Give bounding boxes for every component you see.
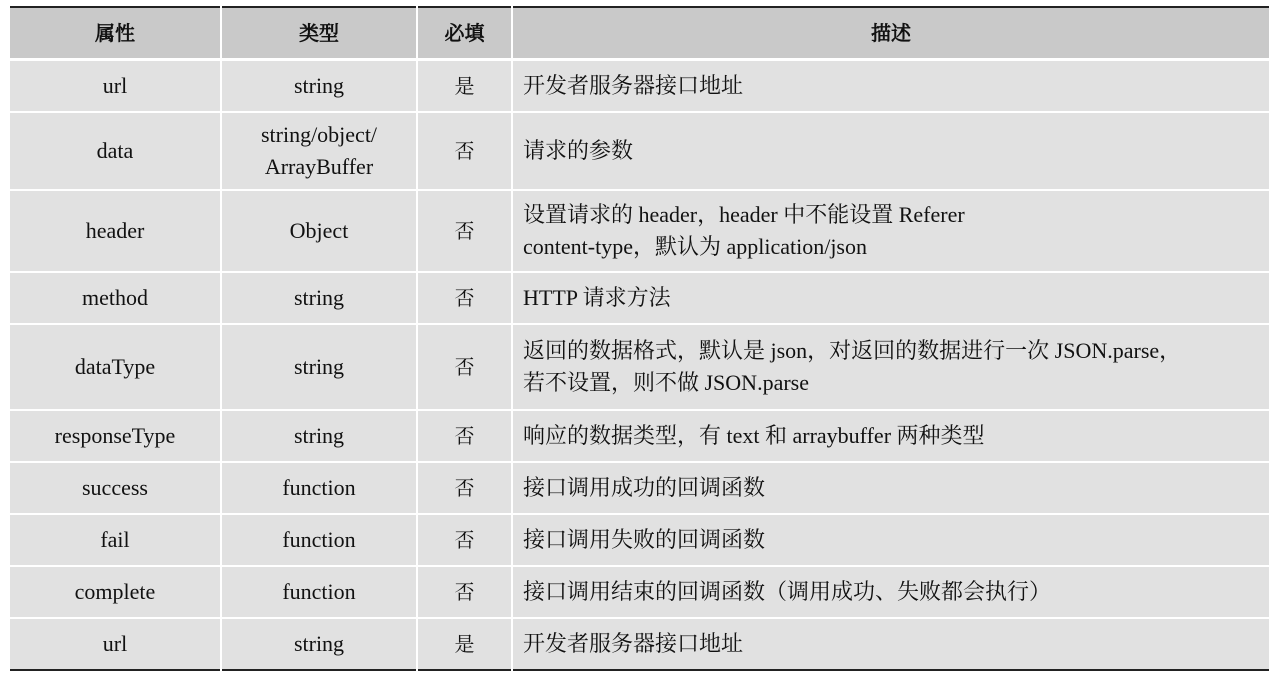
api-parameter-table-container [10,6,1269,671]
cell-type [221,324,417,410]
cell-type-line: Object [289,217,349,243]
cell-required: 是 [417,60,512,112]
cell-attribute: success [10,462,221,514]
cell-description-line: 开发者服务器接口地址 [523,72,744,98]
cell-type [221,462,417,514]
cell-required: 否 [417,410,512,462]
cell-description-line: 接口调用成功的回调函数 [523,474,766,500]
cell-attribute: dataType [10,324,221,410]
cell-required: 否 [417,514,512,566]
cell-attribute: url [10,60,221,112]
cell-type [221,410,417,462]
table-header-row [10,7,1269,60]
cell-required: 否 [417,190,512,272]
cell-description-line: 请求的参数 [523,137,634,163]
cell-attribute: data [10,112,221,190]
cell-description-line: 接口调用结束的回调函数（调用成功、失败都会执行） [523,578,1052,604]
cell-type [221,514,417,566]
cell-description [512,566,1269,618]
cell-description-line: 若不设置，则不做 JSON.parse [523,369,809,395]
cell-type-line: function [282,474,356,500]
cell-type-line: string [293,422,345,448]
cell-required: 否 [417,112,512,190]
cell-description [512,462,1269,514]
cell-attribute: fail [10,514,221,566]
api-parameter-table [10,6,1269,671]
cell-description-line: 开发者服务器接口地址 [523,630,744,656]
table-row [10,112,1269,190]
cell-required: 否 [417,324,512,410]
table-row [10,324,1269,410]
cell-description [512,324,1269,410]
cell-description-line: 返回的数据格式，默认是 json，对返回的数据进行一次 JSON.parse， [523,337,1182,363]
cell-required: 否 [417,462,512,514]
table-row [10,462,1269,514]
cell-attribute: method [10,272,221,324]
header-description: 描述 [512,7,1269,60]
table-row [10,514,1269,566]
cell-attribute: responseType [10,410,221,462]
cell-attribute: header [10,190,221,272]
table-row [10,190,1269,272]
cell-type [221,618,417,670]
header-attribute: 属性 [10,7,221,60]
cell-required: 否 [417,566,512,618]
cell-type [221,112,417,190]
cell-required: 是 [417,618,512,670]
cell-description [512,60,1269,112]
cell-type-line: string [293,72,345,98]
header-required: 必填 [417,7,512,60]
table-row [10,60,1269,112]
cell-type [221,566,417,618]
table-row [10,618,1269,670]
cell-attribute: complete [10,566,221,618]
cell-description [512,410,1269,462]
cell-required: 否 [417,272,512,324]
cell-type-line: string [293,284,345,310]
cell-description-line: HTTP 请求方法 [523,284,671,310]
cell-type-line: string/object/ [260,121,378,147]
table-row [10,410,1269,462]
cell-description [512,112,1269,190]
cell-type-line: function [282,578,356,604]
cell-description-line: 接口调用失败的回调函数 [523,526,766,552]
cell-description [512,514,1269,566]
table-body [10,60,1269,670]
cell-type-line: string [293,630,345,656]
cell-description [512,190,1269,272]
cell-type [221,190,417,272]
cell-type-line: string [293,353,345,379]
header-type: 类型 [221,7,417,60]
cell-type-line: ArrayBuffer [264,153,374,179]
cell-description [512,618,1269,670]
cell-description-line: 设置请求的 header，header 中不能设置 Referer [523,201,965,227]
cell-description [512,272,1269,324]
cell-attribute: url [10,618,221,670]
cell-description-line: 响应的数据类型，有 text 和 arraybuffer 两种类型 [523,422,985,448]
cell-type [221,60,417,112]
cell-type [221,272,417,324]
table-row [10,272,1269,324]
table-row [10,566,1269,618]
cell-type-line: function [282,526,356,552]
cell-description-line: content-type，默认为 application/json [523,233,867,259]
